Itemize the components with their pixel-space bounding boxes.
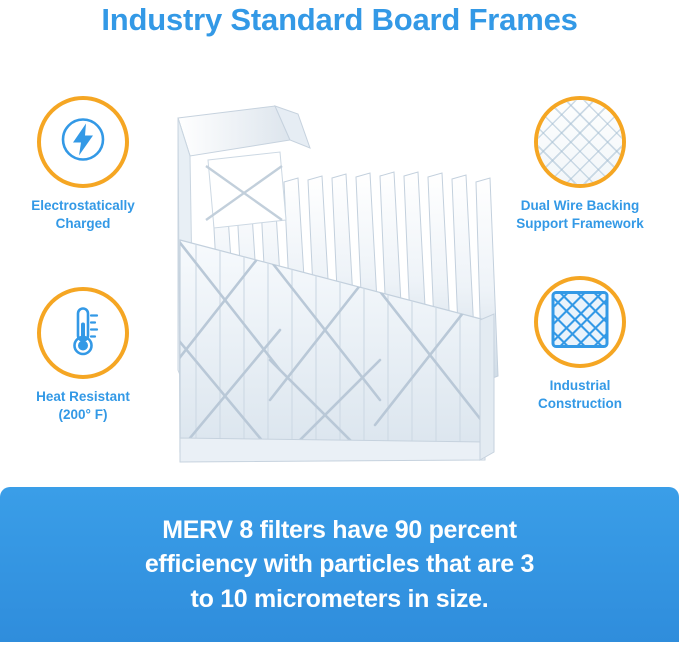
feature-dual-wire-backing xyxy=(505,96,655,233)
feature-caption-line: Electrostatically xyxy=(31,198,135,213)
feature-caption xyxy=(505,377,655,413)
wire-mesh-icon xyxy=(538,100,622,184)
lightning-bolt-icon xyxy=(55,112,111,173)
feature-circle xyxy=(37,287,129,379)
grid-frame-icon xyxy=(548,288,612,357)
feature-caption xyxy=(8,197,158,233)
thermometer-icon xyxy=(55,301,111,366)
feature-circle xyxy=(534,96,626,188)
feature-circle xyxy=(534,276,626,368)
air-filter-illustration xyxy=(150,70,510,470)
merv-rating-banner xyxy=(0,487,679,642)
feature-caption-line: Construction xyxy=(538,396,622,412)
banner-line: efficiency with particles that are 3 xyxy=(144,550,535,579)
banner-line: MERV 8 filters have 90 percent xyxy=(162,515,517,544)
feature-caption-line: Support Framework xyxy=(516,216,644,232)
feature-caption-line: Dual Wire Backing xyxy=(520,198,640,213)
feature-caption-line: Heat Resistant xyxy=(36,389,130,404)
feature-heat-resistant xyxy=(8,287,158,424)
feature-caption-line: Industrial xyxy=(549,378,611,393)
feature-electrostatically-charged xyxy=(8,96,158,233)
feature-circle xyxy=(37,96,129,188)
banner-line: to 10 micrometers in size. xyxy=(190,584,489,613)
banner-text xyxy=(111,513,568,617)
feature-caption xyxy=(505,197,655,233)
feature-industrial-construction xyxy=(505,276,655,413)
feature-caption-line: (200° F) xyxy=(58,407,108,423)
feature-caption-line: Charged xyxy=(55,216,111,232)
page-title: Industry Standard Board Frames xyxy=(101,2,578,37)
feature-caption xyxy=(8,388,158,424)
